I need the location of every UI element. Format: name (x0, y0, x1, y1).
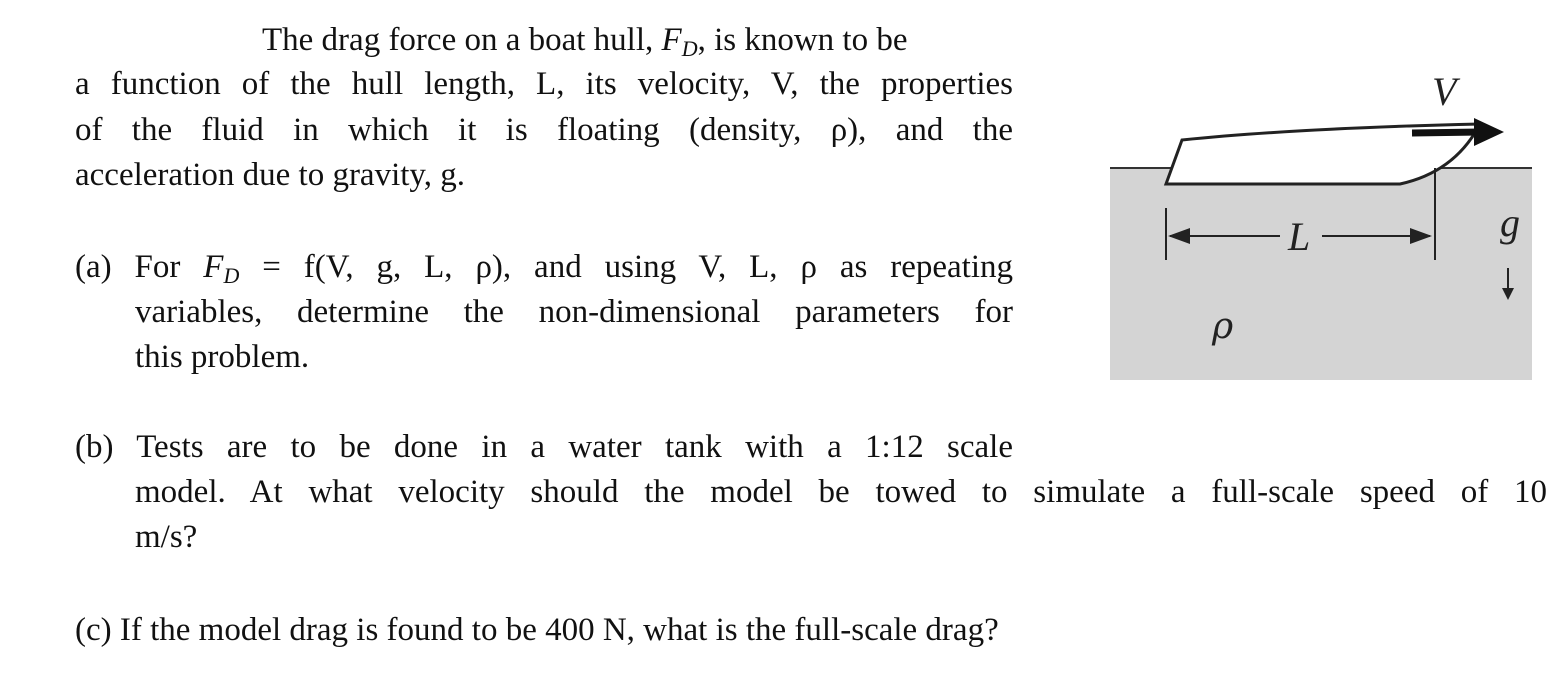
part-c-line-1: (c) If the model drag is found to be 400 N, what is the full-scale drag? (75, 612, 999, 648)
water-region (1110, 168, 1532, 380)
length-label: L (1288, 214, 1311, 259)
part-a-line-2: variables, determine the non-dimensional parameters for (135, 294, 1013, 330)
intro-line-2: a function of the hull length, L, its velocity, V, the properties (75, 66, 1013, 102)
intro-line-3: of the fluid in which it is floating (density, ρ), and the (75, 112, 1013, 148)
boat-hull-diagram (1100, 60, 1540, 390)
part-b-line-3: m/s? (135, 519, 198, 555)
part-a-drag-symbol: F (203, 249, 224, 285)
velocity-arrow-shaft (1412, 132, 1480, 133)
intro-line-4: acceleration due to gravity, g. (75, 157, 466, 193)
intro-line-1 (262, 20, 908, 60)
intro-text-end: , is known to be (697, 22, 908, 58)
part-a-line-3: this problem. (135, 339, 310, 375)
part-a-drag-subscript: D (223, 263, 240, 288)
intro-text: The drag force on a boat hull, (262, 22, 662, 58)
part-b-line-2: model. At what velocity should the model be towed to simulate a full-scale speed of 10 (135, 474, 1547, 510)
density-label: ρ (1212, 306, 1234, 347)
drag-force-subscript: D (681, 36, 698, 61)
drag-force-symbol: F (661, 22, 682, 58)
velocity-arrow-head (1474, 118, 1504, 146)
velocity-label: V (1432, 69, 1457, 114)
part-b-line-1: (b) Tests are to be done in a water tank with a 1:12 scale (75, 429, 1013, 465)
part-a-line-1 (75, 247, 1013, 287)
part-a-equation: = f(V, g, L, ρ), and using V, L, ρ as repeating (239, 249, 1013, 285)
gravity-label: g (1500, 200, 1520, 245)
part-a-label: (a) For (75, 249, 204, 285)
boat-hull-figure (1100, 60, 1540, 390)
